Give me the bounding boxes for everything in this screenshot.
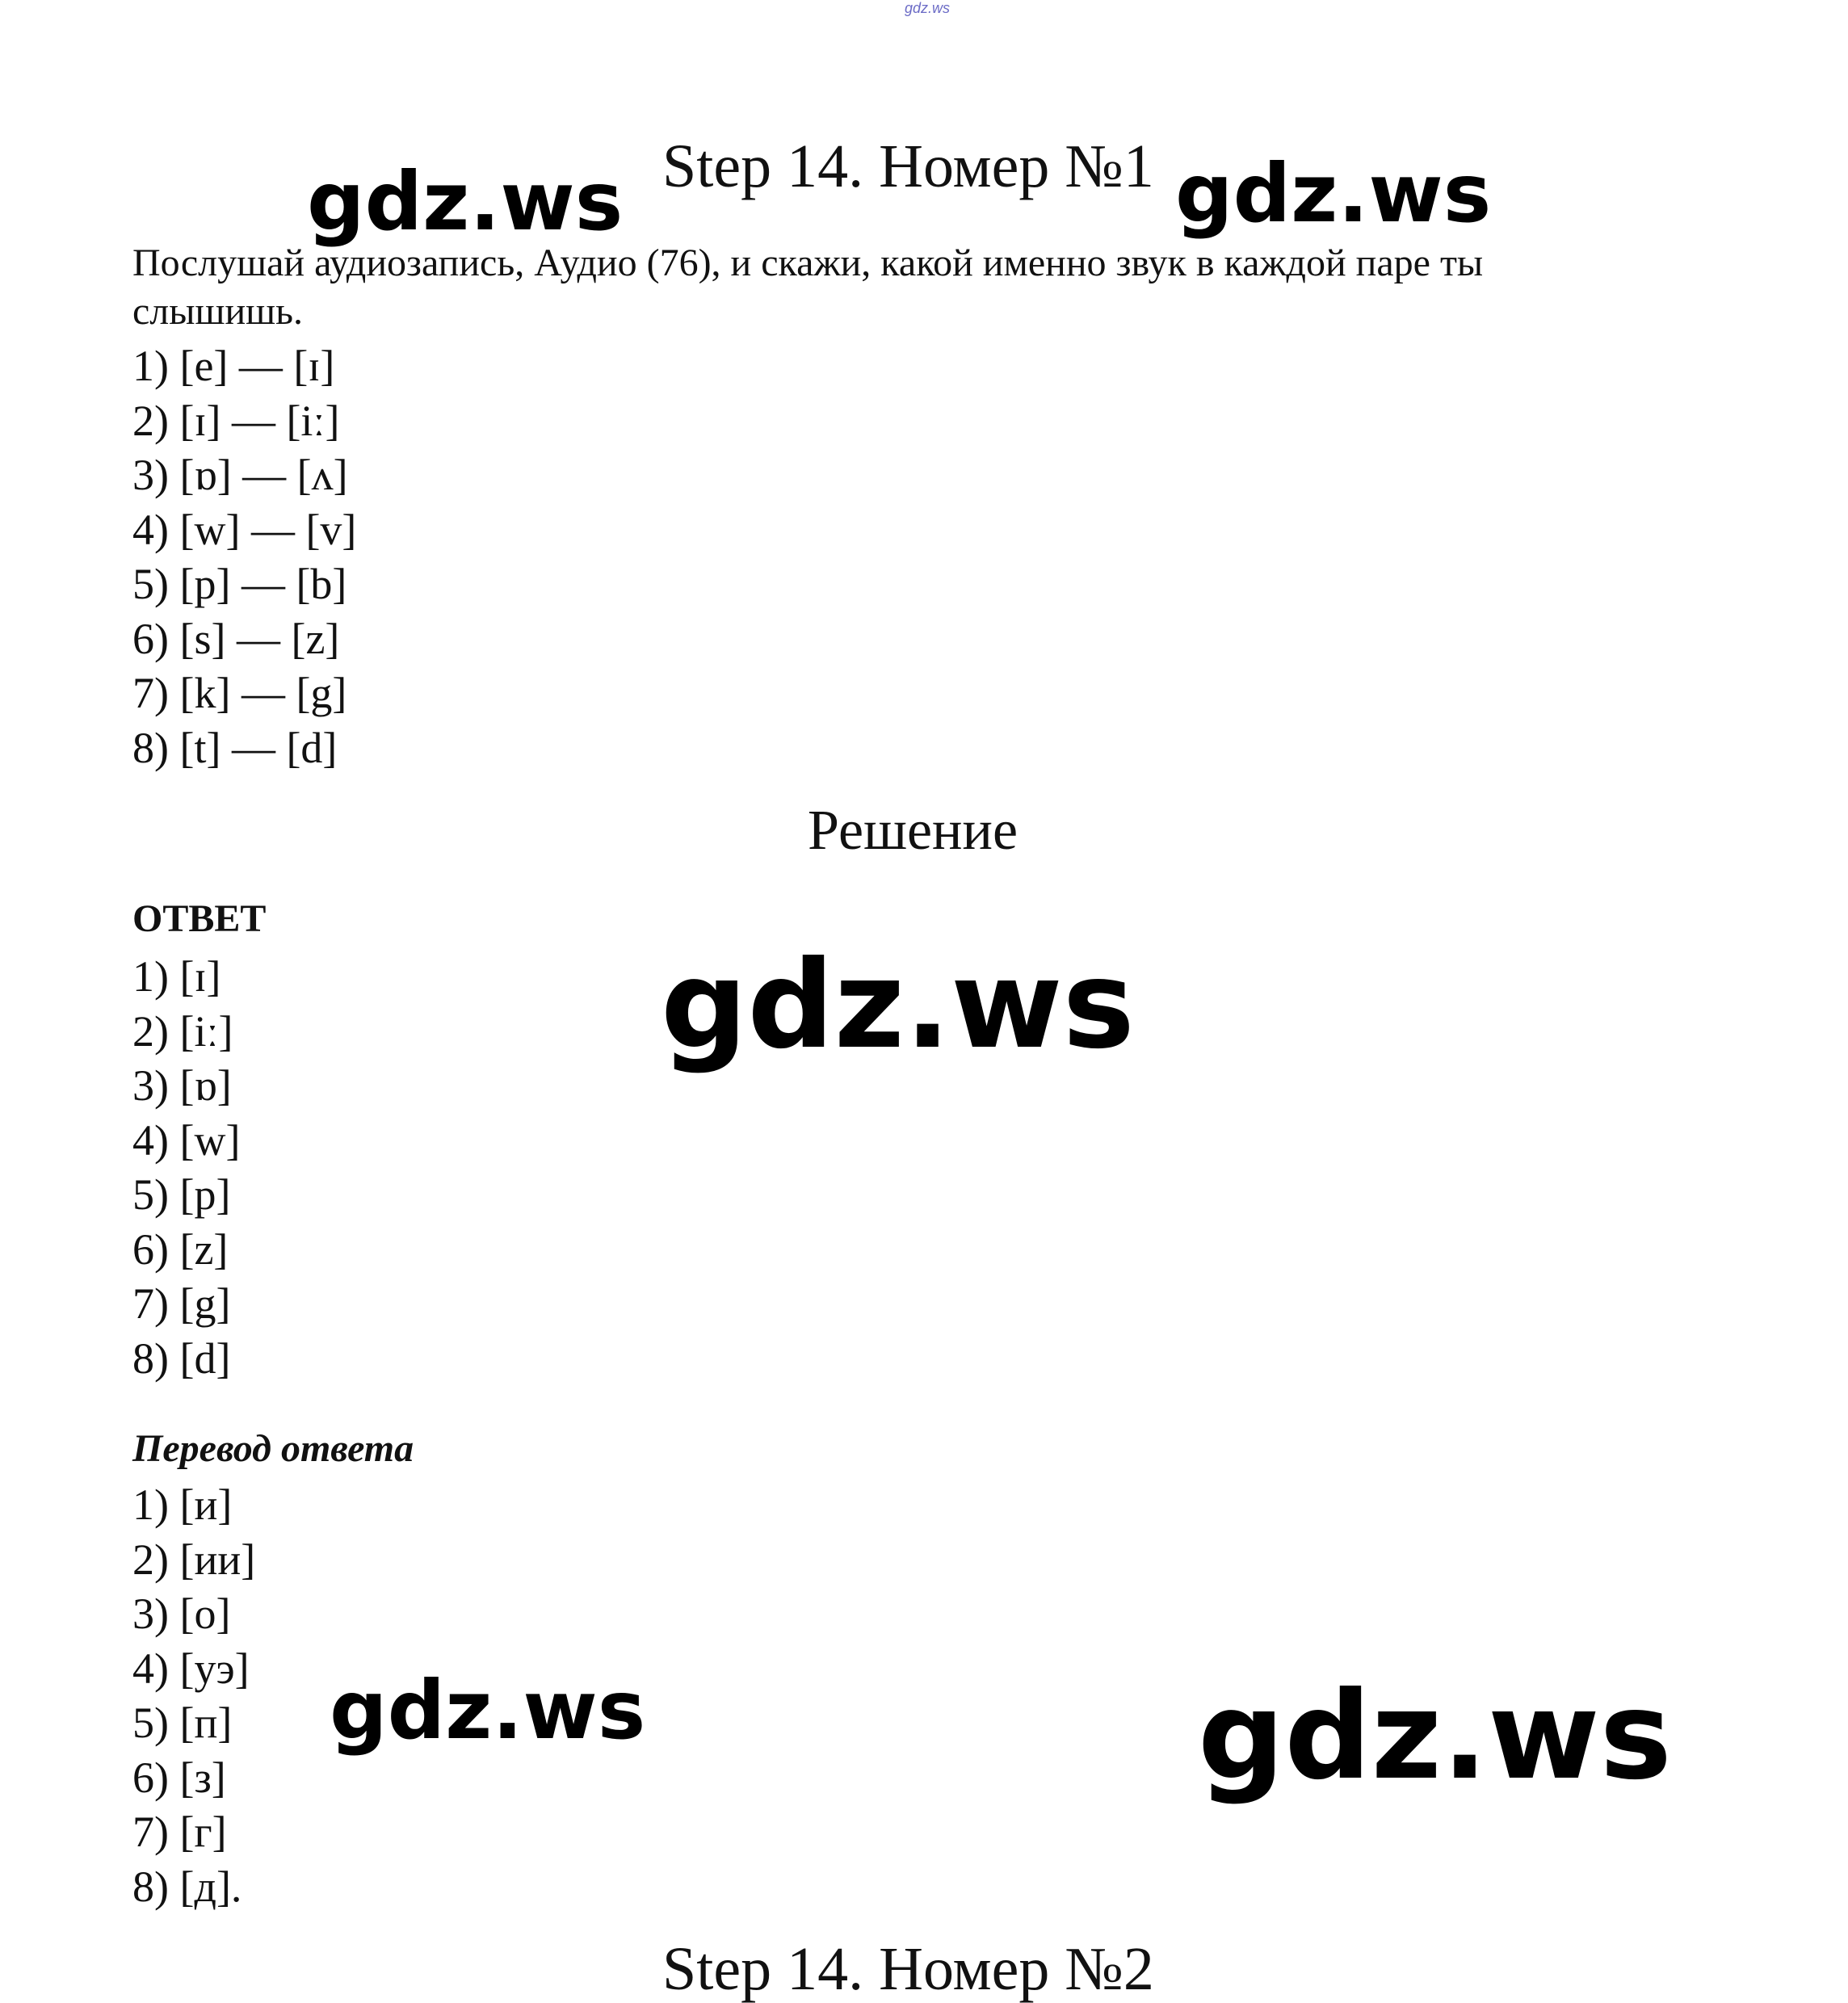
translation-item: 4) [уэ] <box>132 1644 250 1693</box>
sound-pair-item: 5) [p] — [b] <box>132 560 347 608</box>
next-task-title-partial: Step 14. Номер №2 <box>662 1935 1154 2003</box>
sound-pairs-list <box>132 339 356 775</box>
answer-item: 3) [ɒ] <box>132 1061 232 1110</box>
translation-heading: Перевод ответа <box>132 1427 414 1470</box>
translation-item: 5) [п] <box>132 1699 233 1747</box>
translation-list <box>132 1478 255 1914</box>
sound-pair-item: 6) [s] — [z] <box>132 614 340 663</box>
watermark: gdz.ws <box>1198 1666 1672 1807</box>
answer-item: 4) [w] <box>132 1115 241 1165</box>
answer-heading: ОТВЕТ <box>132 897 267 940</box>
sound-pair-item: 3) [ɒ] — [ʌ] <box>132 451 348 499</box>
top-watermark-link: gdz.ws <box>905 0 951 16</box>
translation-item: 2) [ии] <box>132 1535 256 1584</box>
task-instructions: Послушай аудиозапись, Аудио (76), и скажи, какой именно звук в каждой паре ты слышишь. <box>132 241 1484 333</box>
sound-pair-item: 2) [ɪ] — [iː] <box>132 396 340 445</box>
solution-heading: Решение <box>808 800 1018 862</box>
translation-item: 3) [о] <box>132 1589 231 1638</box>
translation-item: 6) [з] <box>132 1753 226 1802</box>
watermark: gdz.ws <box>661 935 1135 1076</box>
sound-pair-item: 4) [w] — [v] <box>132 505 357 554</box>
watermark: gdz.ws <box>1175 146 1492 241</box>
answer-item: 7) [g] <box>132 1279 231 1328</box>
translation-item: 7) [г] <box>132 1808 227 1856</box>
answer-item: 8) [d] <box>132 1333 231 1383</box>
translation-item: 8) [д]. <box>132 1862 242 1911</box>
answer-list <box>132 950 240 1386</box>
answer-item: 1) [ɪ] <box>132 952 221 1001</box>
answer-item: 6) [z] <box>132 1224 229 1274</box>
sound-pair-item: 7) [k] — [g] <box>132 669 347 717</box>
page-title: Step 14. Номер №1 <box>662 132 1154 200</box>
watermark: gdz.ws <box>307 154 624 249</box>
translation-item: 1) [и] <box>132 1480 233 1529</box>
answer-item: 5) [p] <box>132 1170 231 1219</box>
answer-item: 2) [iː] <box>132 1006 233 1056</box>
sound-pair-item: 8) [t] — [d] <box>132 723 338 772</box>
watermark: gdz.ws <box>330 1663 646 1757</box>
sound-pair-item: 1) [e] — [ɪ] <box>132 342 335 390</box>
